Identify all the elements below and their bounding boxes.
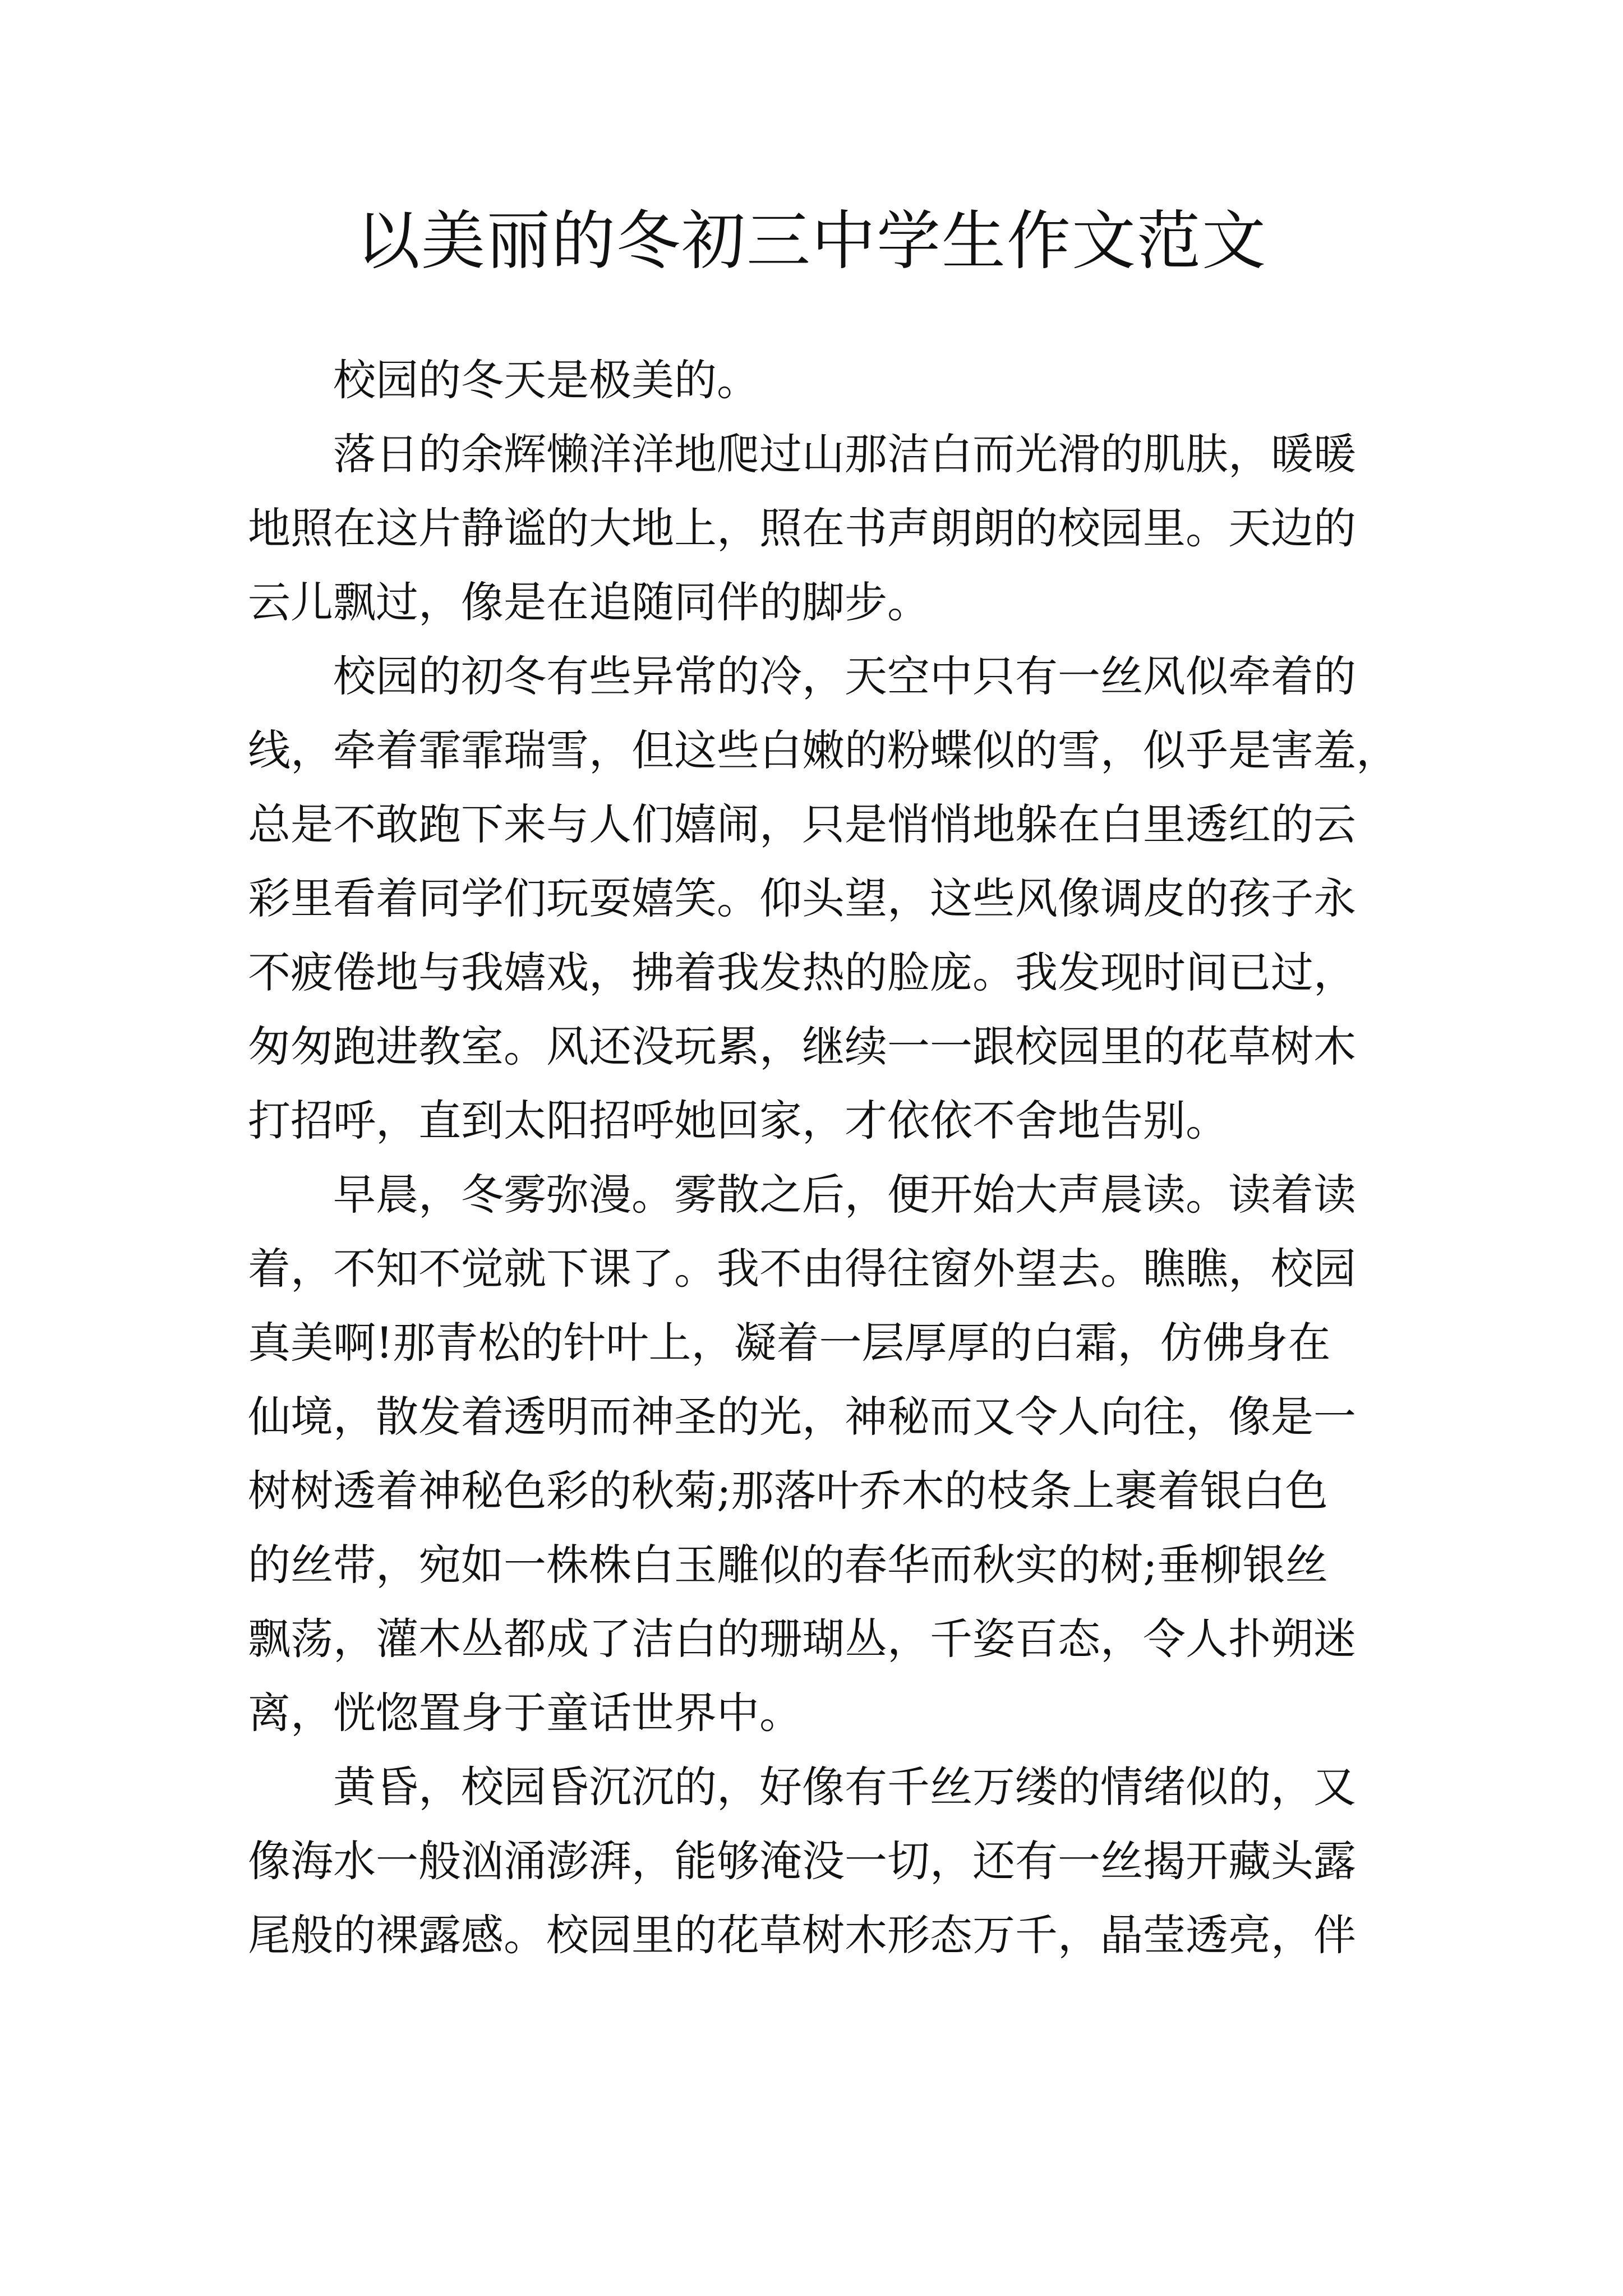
document-body: [248, 343, 1399, 1972]
body-text-line: 真美啊!那青松的针叶上，凝着一层厚厚的白霜，仿佛身在: [248, 1318, 1331, 1368]
body-text-line: 地照在这片静谧的大地上，照在书声朗朗的校园里。天边的: [248, 503, 1356, 553]
body-text-line: 校园的冬天是极美的。: [333, 355, 759, 405]
body-text-line: 彩里看着同学们玩耍嬉笑。仰头望，这些风像调皮的孩子永: [248, 873, 1356, 923]
body-text-line: 线，牵着霏霏瑞雪，但这些白嫩的粉蝶似的雪，似乎是害羞，: [248, 725, 1399, 775]
body-text-line: 校园的初冬有些异常的冷，天空中只有一丝风似牵着的: [333, 651, 1356, 701]
body-text-line: 匆匆跑进教室。风还没玩累，继续一一跟校园里的花草树木: [248, 1022, 1356, 1071]
body-text-line: 树树透着神秘色彩的秋菊;那落叶乔木的枝条上裹着银白色: [248, 1466, 1328, 1516]
body-text-line: 不疲倦地与我嬉戏，拂着我发热的脸庞。我发现时间已过，: [248, 947, 1356, 997]
document-title: 以美丽的冬初三中学生作文范文: [356, 204, 1267, 278]
body-text-line: 总是不敢跑下来与人们嬉闹，只是悄悄地躲在白里透红的云: [248, 799, 1356, 849]
body-text-line: 打招呼，直到太阳招呼她回家，才依依不舍地告别。: [248, 1096, 1228, 1145]
body-text-line: 落日的余辉懒洋洋地爬过山那洁白而光滑的肌肤，暖暖: [333, 429, 1356, 479]
body-text-line: 的丝带，宛如一株株白玉雕似的春华而秋实的树;垂柳银丝: [248, 1540, 1328, 1590]
body-text-line: 仙境，散发着透明而神圣的光，神秘而又令人向往，像是一: [248, 1392, 1356, 1442]
body-text-line: 着，不知不觉就下课了。我不由得往窗外望去。瞧瞧，校园: [248, 1244, 1356, 1294]
body-text-line: 离，恍惚置身于童话世界中。: [248, 1688, 802, 1738]
body-text-line: 云儿飘过，像是在追随同伴的脚步。: [248, 577, 930, 627]
body-text-line: 早晨，冬雾弥漫。雾散之后，便开始大声晨读。读着读: [333, 1170, 1356, 1220]
body-text-line: 黄昏，校园昏沉沉的，好像有千丝万缕的情绪似的，又: [333, 1762, 1356, 1812]
body-text-line: 尾般的裸露感。校园里的花草树木形态万千，晶莹透亮，伴: [248, 1910, 1356, 1960]
body-text-line: 飘荡，灌木丛都成了洁白的珊瑚丛，千姿百态，令人扑朔迷: [248, 1614, 1356, 1664]
body-text-line: 像海水一般汹涌澎湃，能够淹没一切，还有一丝揭开藏头露: [248, 1836, 1356, 1886]
